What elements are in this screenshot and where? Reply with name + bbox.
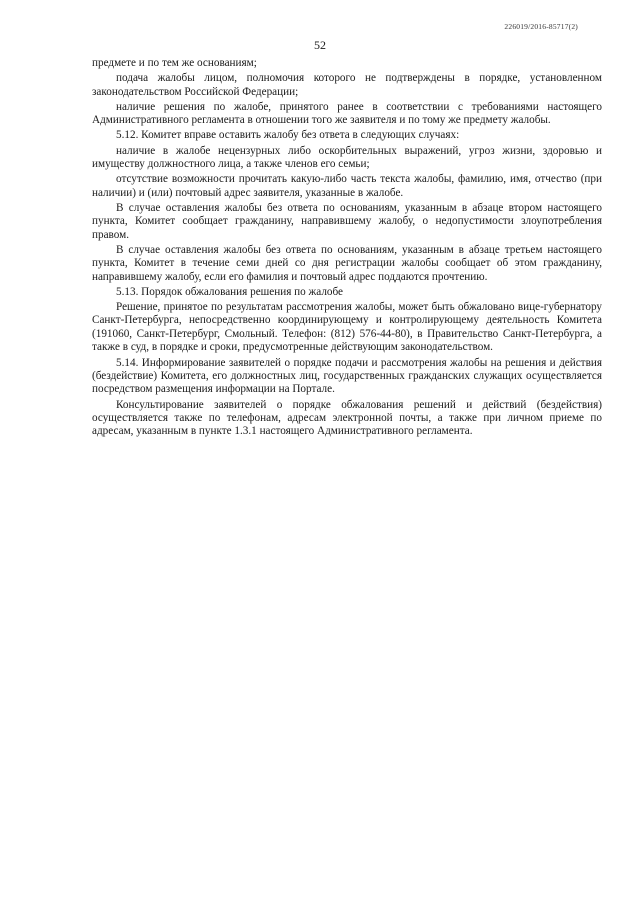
paragraph: В случае оставления жалобы без ответа по основаниям, указанным в абзаце третьем настоящего пункта, Комитет в течение семи дней со дня регистрации жалобы сообщает об этом гражданину, направившему жалобу, если его фамилия и почтовый адрес поддаются прочтению. [92, 243, 602, 283]
paragraph: Консультирование заявителей о порядке обжалования решений и действий (бездействия) осуществляется также по телефонам, адресам электронной почты, а также при личном приеме по адресам, указанным в пункте 1.3.1 настоящего Административного регламента. [92, 398, 602, 438]
paragraph: Решение, принятое по результатам рассмотрения жалобы, может быть обжаловано вице-губернатору Санкт-Петербурга, непосредственно координирующему и контролирующему деятельность Комитета (191060, Санкт-Петербург, Смольный. Телефон: (812) 576-44-80), в Правительство Санкт-Петербурга, а также в суд, в порядке и сроки, предусмотренные действующим законодательством. [92, 301, 602, 354]
document-body [92, 57, 602, 441]
paragraph: отсутствие возможности прочитать какую-либо часть текста жалобы, фамилию, имя, отчество (при наличии) и (или) почтовый адрес заявителя, указанные в жалобе. [92, 173, 602, 199]
section-heading-5-13: 5.13. Порядок обжалования решения по жалобе [116, 285, 344, 298]
paragraph: предмете и по тем же основаниям; [92, 57, 257, 69]
document-id: 226019/2016-85717(2) [504, 22, 578, 31]
paragraph: В случае оставления жалобы без ответа по основаниям, указанным в абзаце втором настоящего пункта, Комитет сообщает гражданину, направившему жалобу, о недопустимости злоупотребления правом. [92, 201, 602, 241]
section-heading-5-12: 5.12. Комитет вправе оставить жалобу без ответа в следующих случаях: [116, 129, 460, 142]
paragraph: наличие в жалобе нецензурных либо оскорбительных выражений, угроз жизни, здоровью и имуществу должностного лица, а также членов его семьи; [92, 144, 602, 171]
paragraph: наличие решения по жалобе, принятого ранее в соответствии с требованиями настоящего Административного регламента в отношении того же заявителя и по тому же предмету жалобы. [92, 100, 602, 127]
paragraph: подача жалобы лицом, полномочия которого не подтверждены в порядке, установленном законодательством Российской Федерации; [92, 72, 602, 98]
section-heading-5-14: 5.14. Информирование заявителей о порядке подачи и рассмотрения жалобы на решения и действия (бездействие) Комитета, его должностных лиц, государственных гражданских служащих осуществляется посредством размещения информации на Портале. [92, 356, 602, 396]
page-number: 52 [314, 38, 326, 52]
